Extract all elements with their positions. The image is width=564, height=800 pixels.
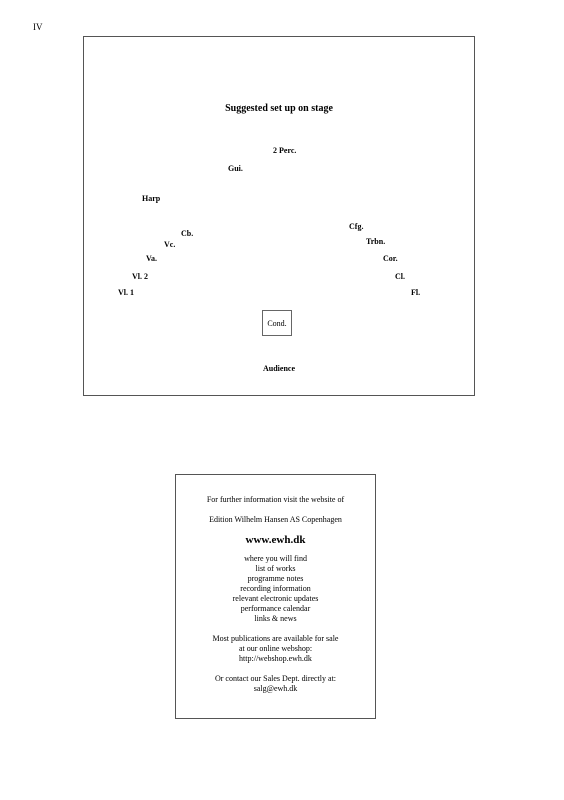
stage-setup-diagram (83, 36, 475, 396)
info-contact (176, 674, 375, 694)
info-contact-email: salg@ewh.dk (253, 684, 298, 693)
info-find-line: performance calendar (240, 604, 311, 613)
conductor-label: Cond. (267, 318, 287, 328)
conductor-box (262, 310, 292, 336)
info-webshop (176, 634, 375, 664)
info-webshop-line: at our online webshop: (238, 644, 313, 653)
page-number: IV (33, 22, 43, 32)
info-intro: For further information visit the website of (206, 495, 345, 504)
instrument-contrabassoon: Cfg. (349, 222, 364, 231)
instrument-flute: Fl. (411, 288, 421, 297)
instrument-trombone: Trbn. (366, 237, 386, 246)
publisher-info-box (175, 474, 376, 719)
instrument-clarinet: Cl. (395, 272, 405, 281)
info-find-line: recording information (240, 584, 311, 593)
info-contact-line: Or contact our Sales Dept. directly at: (214, 674, 337, 683)
instrument-contrabass: Cb. (181, 229, 194, 238)
info-publisher: Edition Wilhelm Hansen AS Copenhagen (209, 515, 342, 524)
audience-label: Audience (263, 364, 295, 373)
instrument-viola: Va. (146, 254, 158, 263)
instrument-harp: Harp (142, 194, 161, 203)
info-find-line: relevant electronic updates (232, 594, 319, 603)
instrument-violin-1: Vl. 1 (118, 288, 134, 297)
instrument-violin-2: Vl. 2 (132, 272, 148, 281)
stage-title: Suggested set up on stage (225, 103, 333, 114)
instrument-guitar: Gui. (228, 164, 243, 173)
info-webshop-line: Most publications are available for sale (212, 634, 339, 643)
instrument-horn: Cor. (383, 254, 398, 263)
info-website: www.ewh.dk (245, 534, 306, 546)
info-webshop-line: http://webshop.ewh.dk (239, 654, 312, 663)
info-find-list (176, 554, 375, 624)
instrument-violoncello: Vc. (164, 240, 176, 249)
info-find-line: programme notes (247, 574, 304, 583)
info-find-line: links & news (254, 614, 297, 623)
info-find-line: where you will find (244, 554, 307, 563)
instrument-percussion: 2 Perc. (273, 146, 297, 155)
info-find-line: list of works (255, 564, 296, 573)
